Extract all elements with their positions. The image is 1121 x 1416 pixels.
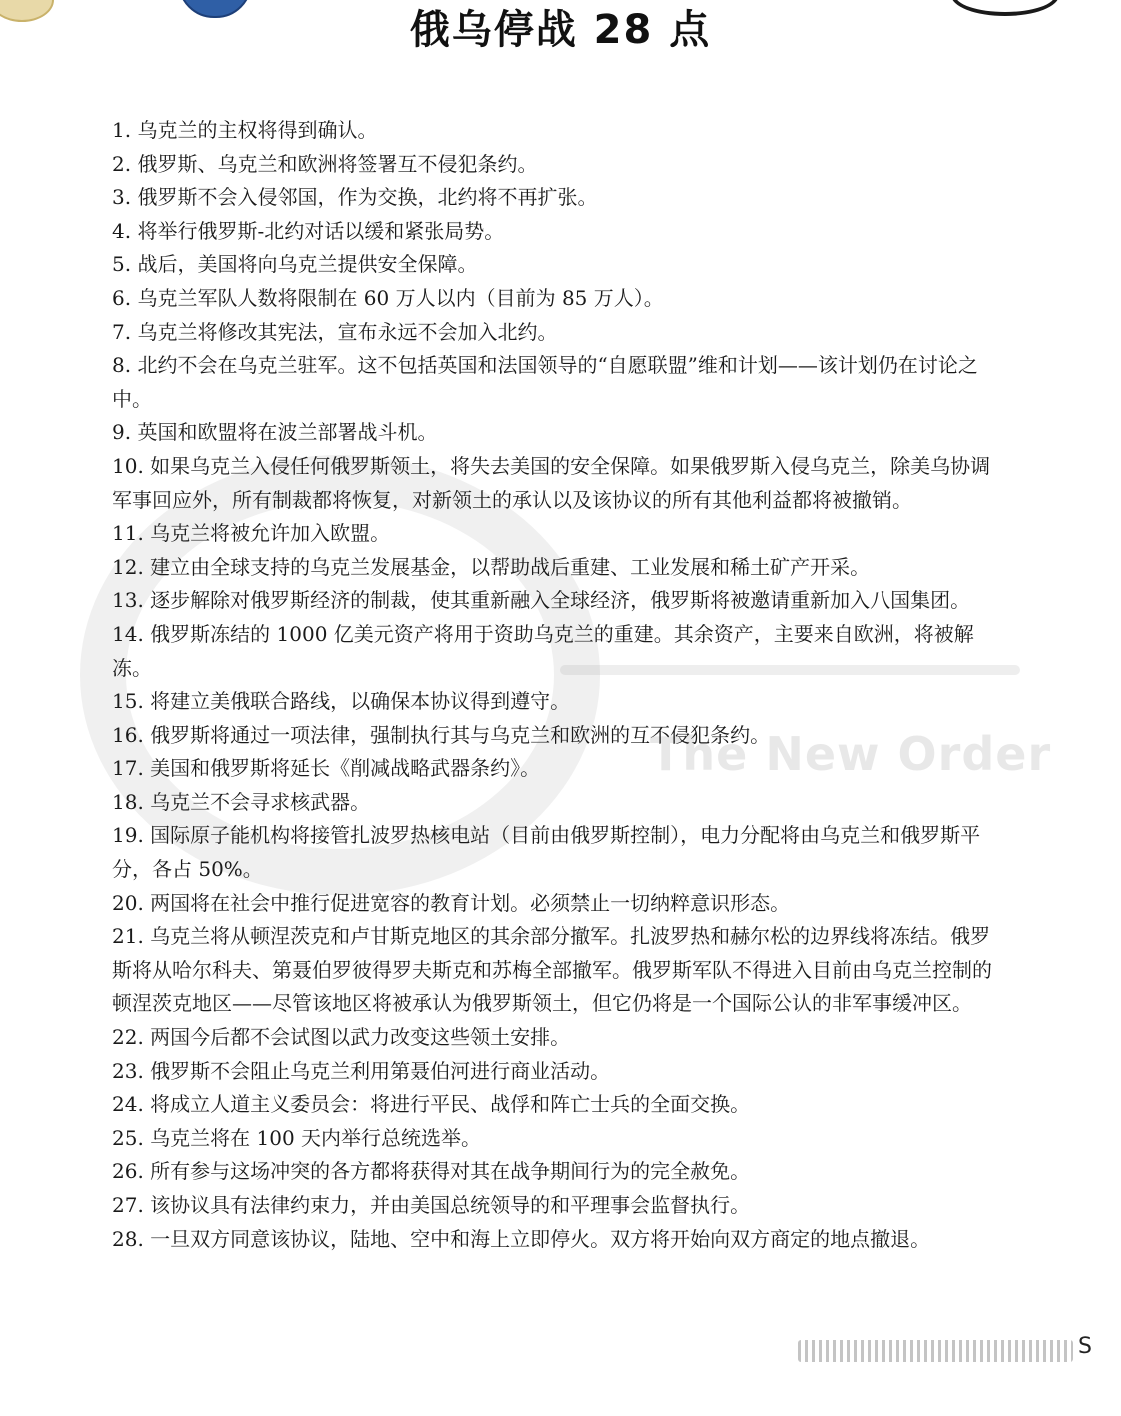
point-item: 22. 两国今后都不会试图以武力改变这些领土安排。	[112, 1025, 571, 1050]
point-item: 7. 乌克兰将修改其宪法，宣布永远不会加入北约。	[112, 319, 558, 344]
point-item: 11. 乌克兰将被允许加入欧盟。	[112, 521, 391, 546]
point-item: 15. 将建立美俄联合路线，以确保本协议得到遵守。	[112, 689, 571, 714]
image-strip-fragment	[798, 1340, 1073, 1362]
point-item: 21. 乌克兰将从顿涅茨克和卢甘斯克地区的其余部分撤军。扎波罗热和赫尔松的边界线将冻结。俄罗斯将从哈尔科夫、第聂伯罗彼得罗夫斯克和苏梅全部撤军。俄罗斯军队不得进入目前由乌克兰控制的顿涅茨克地区——尽管该地区将被承认为俄罗斯领土，但它仍将是一个国际公认的非军事缓冲区。	[112, 924, 992, 1016]
point-item: 10. 如果乌克兰入侵任何俄罗斯领土，将失去美国的安全保障。如果俄罗斯入侵乌克兰，除美乌协调军事回应外，所有制裁都将恢复，对新领土的承认以及该协议的所有其他利益都将被撤销。	[112, 453, 991, 512]
point-item: 26. 所有参与这场冲突的各方都将获得对其在战争期间行为的完全赦免。	[112, 1159, 751, 1184]
point-item: 6. 乌克兰军队人数将限制在 60 万人以内（目前为 85 万人）。	[112, 285, 664, 310]
point-item: 3. 俄罗斯不会入侵邻国，作为交换，北约将不再扩张。	[112, 185, 598, 210]
point-item: 5. 战后，美国将向乌克兰提供安全保障。	[112, 252, 478, 277]
point-item: 16. 俄罗斯将通过一项法律，强制执行其与乌克兰和欧洲的互不侵犯条约。	[112, 722, 771, 747]
point-item: 28. 一旦双方同意该协议，陆地、空中和海上立即停火。双方将开始向双方商定的地点撤退。	[112, 1226, 931, 1251]
watermark-text: The New Order	[650, 727, 1052, 781]
point-item: 19. 国际原子能机构将接管扎波罗热核电站（目前由俄罗斯控制），电力分配将由乌克兰和俄罗斯平分，各占 50%。	[112, 823, 981, 882]
point-item: 27. 该协议具有法律约束力，并由美国总统领导的和平理事会监督执行。	[112, 1193, 751, 1217]
point-item: 14. 俄罗斯冻结的 1000 亿美元资产将用于资助乌克兰的重建。其余资产，主要来自欧洲，将被解冻。	[112, 621, 974, 680]
page-title: 俄乌停战 28 点	[409, 7, 712, 53]
point-item: 9. 英国和欧盟将在波兰部署战斗机。	[112, 420, 438, 445]
points-list	[112, 114, 1007, 1256]
point-item: 12. 建立由全球支持的乌克兰发展基金，以帮助战后重建、工业发展和稀土矿产开采。	[112, 554, 871, 579]
point-item: 25. 乌克兰将在 100 天内举行总统选举。	[112, 1125, 482, 1150]
point-item: 24. 将成立人道主义委员会：将进行平民、战俘和阵亡士兵的全面交换。	[112, 1092, 751, 1117]
point-item: 1. 乌克兰的主权将得到确认。	[112, 118, 378, 142]
point-item: 17. 美国和俄罗斯将延长《削减战略武器条约》。	[112, 756, 541, 781]
point-item: 18. 乌克兰不会寻求核武器。	[112, 789, 371, 814]
point-item: 8. 北约不会在乌克兰驻军。这不包括英国和法国领导的“自愿联盟”维和计划——该计划仍在讨论之中。	[112, 353, 978, 411]
point-item: 20. 两国将在社会中推行促进宽容的教育计划。必须禁止一切纳粹意识形态。	[112, 890, 791, 915]
point-item: 4. 将举行俄罗斯-北约对话以缓和紧张局势。	[112, 218, 505, 243]
point-item: 2. 俄罗斯、乌克兰和欧洲将签署互不侵犯条约。	[112, 151, 538, 176]
corner-mark: S	[1078, 1334, 1092, 1359]
point-item: 23. 俄罗斯不会阻止乌克兰利用第聂伯河进行商业活动。	[112, 1058, 611, 1083]
point-item: 13. 逐步解除对俄罗斯经济的制裁，使其重新融入全球经济，俄罗斯将被邀请重新加入八国集团。	[112, 588, 971, 613]
